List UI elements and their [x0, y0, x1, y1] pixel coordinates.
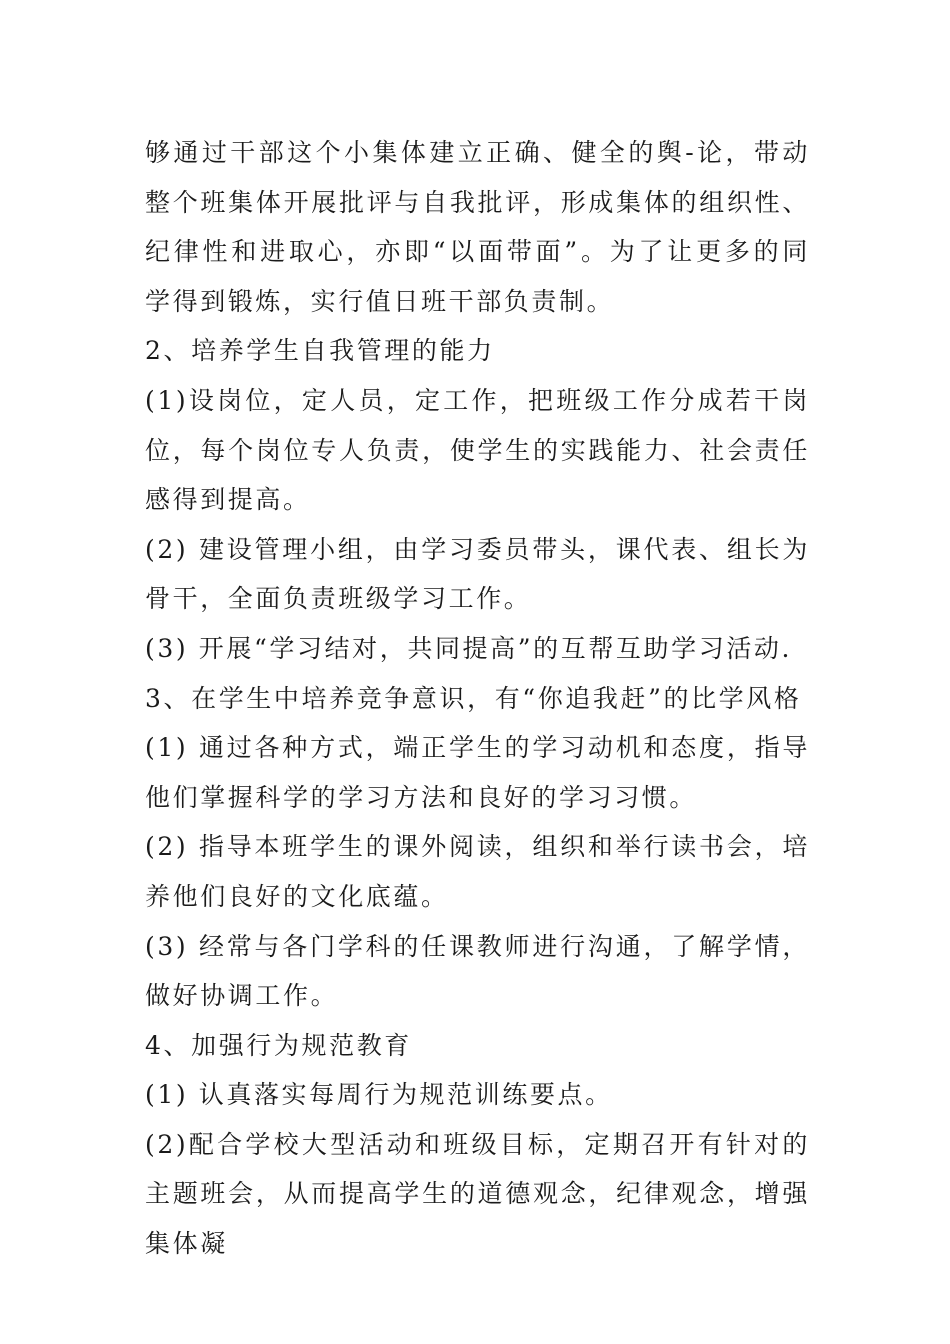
section-heading-3: 3、在学生中培养竞争意识，有“你追我赶”的比学风格 — [145, 683, 802, 713]
section-heading-4: 4、加强行为规范教育 — [145, 1030, 412, 1060]
section-heading-2: 2、培养学生自我管理的能力 — [145, 336, 495, 366]
list-item: (1) 通过各种方式，端正学生的学习动机和态度，指导他们掌握科学的学习方法和良好的学习习惯。 — [145, 733, 810, 812]
list-item: (2)配合学校大型活动和班级目标，定期召开有针对的主题班会，从而提高学生的道德观念，纪律观念，增强集体凝 — [145, 1129, 810, 1259]
list-item: (1)设岗位，定人员，定工作，把班级工作分成若干岗位，每个岗位专人负责，使学生的实践能力、社会责任感得到提高。 — [145, 385, 810, 515]
list-item: (3) 经常与各门学科的任课教师进行沟通，了解学情，做好协调工作。 — [145, 931, 810, 1011]
list-item: (3) 开展“学习结对，共同提高”的互帮互助学习活动. — [145, 633, 793, 663]
paragraph-continuation: 够通过干部这个小集体建立正确、健全的舆-论，带动整个班集体开展批评与自我批评，形成集体的组织性、纪律性和进取心，亦即“以面带面”。为了让更多的同学得到锻炼，实行值日班干部负责制。 — [145, 138, 810, 316]
list-item: (2) 建设管理小组，由学习委员带头，课代表、组长为骨干，全面负责班级学习工作。 — [145, 534, 810, 614]
list-item: (1) 认真落实每周行为规范训练要点。 — [145, 1080, 613, 1110]
list-item: (2) 指导本班学生的课外阅读，组织和举行读书会，培养他们良好的文化底蕴。 — [145, 832, 810, 911]
document-body — [145, 128, 810, 1269]
